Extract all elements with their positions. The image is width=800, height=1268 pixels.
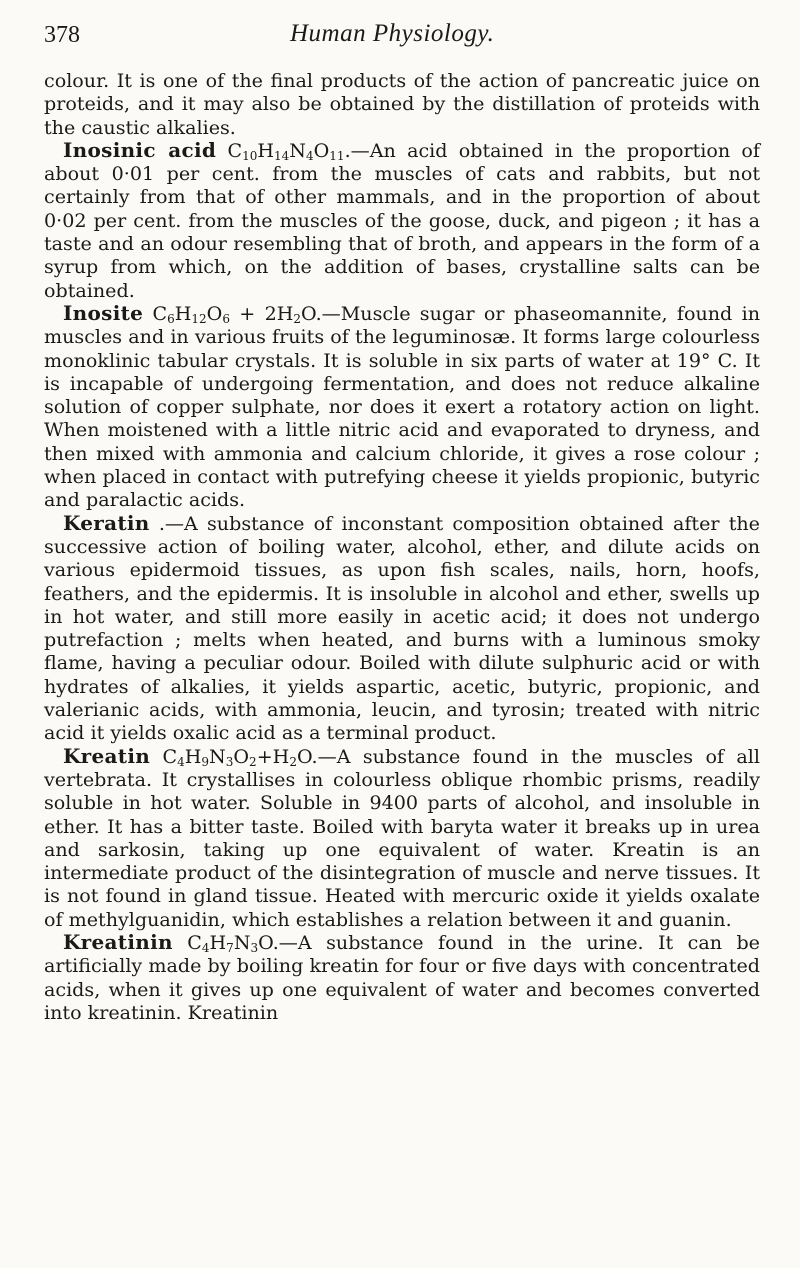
- chemical-formula: $C_{10}H_{14}N_4O_{11}$: [227, 138, 345, 163]
- entry-text: .—A substance found in the muscles of all vertebrata. It crystallises in colourless oblique rhombic prisms, readily soluble in hot water. Soluble in 9400 parts of alcohol, and insoluble in ether. It has a bitter taste. Boiled with baryta water it breaks up in urea and sarkosin, taking up one equivalent of water. Kreatin is an intermediate product of the disintegration of muscle and nerve tissues. It is not found in gland tissue. Heated with mercuric oxide it yields oxalate of methylguanidin, which establishes a relation between it and guanin.: [44, 744, 760, 931]
- paragraph: [44, 139, 760, 302]
- entry-text: .—An acid obtained in the proportion of about 0·01 per cent. from the muscles of cats and rabbits, but not certainly from that of other mammals, and in the proportion of about 0·02 per cent. from the muscles of the goose, duck, and pigeon ; it has a taste and an odour resembling that of broth, and appears in the form of a syrup from which, on the addition of bases, crystalline salts can be obtained.: [44, 138, 760, 302]
- paragraph: [44, 512, 760, 745]
- entry-text: .—A substance found in the urine. It can be artificially made by boiling kreatin for four or five days with concentrated acids, when it gives up one equivalent of water and becomes converted into kreatinin. Kreatinin: [44, 930, 760, 1024]
- chemical-formula: $C_4H_7N_3O$: [187, 930, 273, 955]
- entry-term: Inosite: [63, 300, 144, 325]
- entry-term: Inosinic acid: [63, 137, 217, 162]
- paragraph: [44, 302, 760, 512]
- chemical-formula: $C_6H_{12}O_6 + 2H_2O$: [152, 301, 316, 326]
- entry-term: Kreatinin: [63, 929, 173, 954]
- entry-text: .—Muscle sugar or phaseomannite, found in muscles and in various fruits of the leguminosæ. It forms large colourless monoklinic tabular crystals. It is soluble in six parts of water at 19° C. It is incapable of undergoing fermentation, and does not reduce alkaline solution of copper sulphate, nor does it exert a rotatory action on light. When moistened with a little nitric acid and evaporated to dryness, and then mixed with ammonia and calcium chloride, it gives a rose colour ; when placed in contact with putrefying cheese it yields propionic, butyric and paralactic acids.: [44, 301, 760, 512]
- entry-text: .—A substance of inconstant composition obtained after the successive action of boiling water, alcohol, ether, and dilute acids on various epidermoid tissues, as upon fish scales, nails, horn, hoofs, feathers, and the epidermis. It is insoluble in alcohol and ether, swells up in hot water, and still more easily in acetic acid; it does not undergo putrefaction ; melts when heated, and burns with a luminous smoky flame, having a peculiar odour. Boiled with dilute sulphuric acid or with hydrates of alkalies, it yields aspartic, acetic, butyric, propionic, and valerianic acids, with ammonia, leucin, and tyrosin; treated with nitric acid it yields oxalic acid as a terminal product.: [44, 511, 760, 745]
- page-number: 378: [44, 22, 80, 48]
- running-title: Human Physiology.: [290, 20, 495, 47]
- entry-term: Keratin: [63, 510, 150, 535]
- chemical-formula: $C_4H_9N_3O_2+H_2O$: [162, 744, 312, 769]
- running-header: [44, 10, 760, 54]
- entry-text: colour. It is one of the final products of the action of pancreatic juice on proteids, and it may also be obtained by the distillation of proteids with the caustic alkalies.: [44, 69, 760, 139]
- body-text: [44, 69, 760, 1024]
- paragraph: [44, 931, 760, 1024]
- entry-term: Kreatin: [63, 743, 151, 768]
- paragraph: [44, 745, 760, 931]
- paragraph: [44, 69, 760, 139]
